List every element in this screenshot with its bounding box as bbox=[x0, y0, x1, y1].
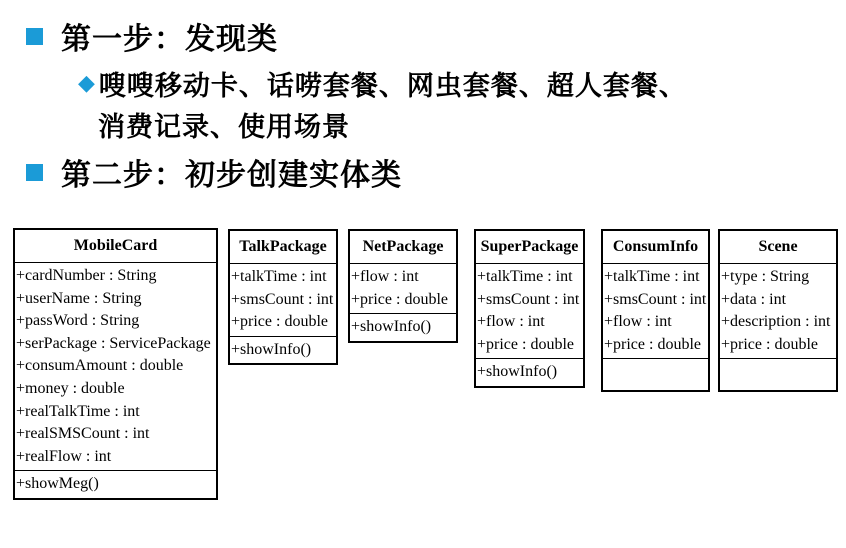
uml-class-netpackage bbox=[348, 229, 458, 343]
class-attributes bbox=[720, 264, 836, 359]
class-attribute: +price : double bbox=[477, 335, 574, 353]
class-attribute: +flow : int bbox=[604, 313, 672, 331]
step2-title: 第二步：初步创建实体类 bbox=[61, 158, 402, 193]
class-name: ConsumInfo bbox=[603, 231, 708, 264]
class-method: +showInfo() bbox=[231, 340, 312, 358]
uml-class-mobilecard bbox=[13, 228, 218, 500]
diamond-bullet-icon: ◆ bbox=[78, 70, 95, 96]
class-attributes bbox=[603, 264, 708, 359]
class-method: +showInfo() bbox=[351, 318, 432, 336]
step1-title: 第一步：发现类 bbox=[61, 22, 278, 57]
class-attributes bbox=[15, 263, 216, 471]
class-attribute: +realFlow : int bbox=[16, 447, 112, 465]
square-bullet-icon bbox=[26, 28, 43, 45]
class-attribute: +smsCount : int bbox=[604, 290, 707, 308]
class-attribute: +talkTime : int bbox=[477, 268, 573, 285]
class-attribute: +cardNumber : String bbox=[16, 267, 157, 284]
class-attribute: +serPackage : ServicePackage bbox=[16, 334, 211, 352]
class-name: NetPackage bbox=[350, 231, 456, 264]
class-attribute: +type : String bbox=[721, 268, 810, 285]
sub-bullet bbox=[78, 64, 687, 103]
class-attribute: +realTalkTime : int bbox=[16, 402, 140, 420]
class-methods bbox=[350, 314, 456, 341]
uml-class-superpackage bbox=[474, 229, 585, 388]
sub-bullet-line2: 消费记录、使用场景 bbox=[98, 112, 350, 143]
step1-bullet bbox=[26, 14, 278, 58]
class-attribute: +smsCount : int bbox=[231, 290, 334, 308]
square-bullet-icon bbox=[26, 164, 43, 181]
uml-class-scene bbox=[718, 229, 838, 392]
class-attribute: +data : int bbox=[721, 290, 787, 308]
class-methods bbox=[15, 471, 216, 498]
class-methods bbox=[476, 359, 583, 386]
class-attribute: +description : int bbox=[721, 313, 831, 331]
class-attribute: +talkTime : int bbox=[604, 268, 700, 285]
class-attribute: +price : double bbox=[721, 335, 818, 353]
class-attribute: +price : double bbox=[231, 313, 328, 331]
class-attribute: +price : double bbox=[351, 290, 448, 308]
step2-bullet bbox=[26, 150, 402, 194]
class-attribute: +flow : int bbox=[351, 268, 419, 285]
class-attribute: +passWord : String bbox=[16, 312, 140, 330]
class-attribute: +talkTime : int bbox=[231, 268, 327, 285]
class-attribute: +smsCount : int bbox=[477, 290, 580, 308]
class-attributes bbox=[230, 264, 336, 337]
class-attributes bbox=[476, 264, 583, 359]
class-methods bbox=[230, 337, 336, 364]
sub-bullet-continuation bbox=[98, 105, 350, 144]
class-attribute: +price : double bbox=[604, 335, 701, 353]
class-name: TalkPackage bbox=[230, 231, 336, 264]
class-name: MobileCard bbox=[15, 230, 216, 263]
class-name: SuperPackage bbox=[476, 231, 583, 264]
class-attributes bbox=[350, 264, 456, 314]
class-methods bbox=[603, 359, 708, 390]
uml-class-consuminfo bbox=[601, 229, 710, 392]
uml-class-talkpackage bbox=[228, 229, 338, 365]
class-methods bbox=[720, 359, 836, 390]
class-attribute: +money : double bbox=[16, 379, 125, 397]
class-attribute: +consumAmount : double bbox=[16, 357, 184, 375]
class-method: +showInfo() bbox=[477, 363, 558, 381]
class-attribute: +realSMSCount : int bbox=[16, 425, 150, 443]
class-name: Scene bbox=[720, 231, 836, 264]
class-method: +showMeg() bbox=[16, 475, 99, 493]
class-attribute: +userName : String bbox=[16, 289, 142, 307]
class-attribute: +flow : int bbox=[477, 313, 545, 331]
sub-bullet-line1: 嗖嗖移动卡、话唠套餐、网虫套餐、超人套餐、 bbox=[98, 71, 687, 102]
